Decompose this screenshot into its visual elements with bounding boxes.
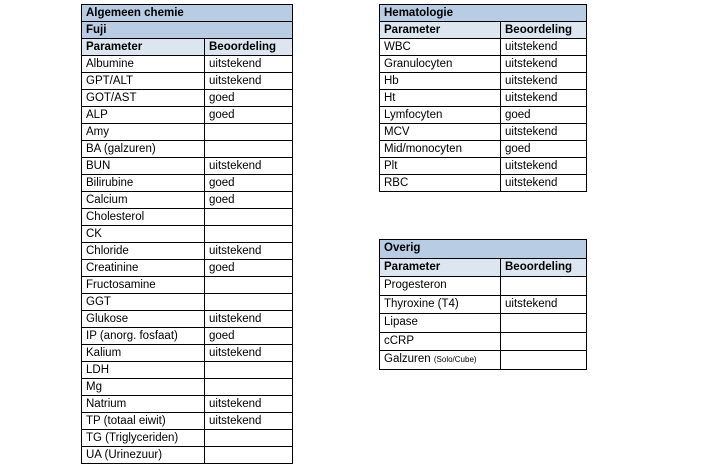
overig-title: Overig [380,240,587,259]
parameter-label: Lymfocyten [384,109,443,121]
parameter-cell [82,90,205,107]
parameter-cell [380,277,501,296]
parameter-cell [380,351,501,370]
beoordeling-cell: goed [205,107,293,124]
parameter-label: Mid/monocyten [384,143,462,155]
parameter-cell [82,345,205,362]
table-row [82,260,293,277]
beoordeling-cell: uitstekend [501,39,587,56]
parameter-cell [82,362,205,379]
table-row [82,90,293,107]
beoordeling-cell: uitstekend [501,175,587,192]
parameter-label: GOT/AST [86,92,137,104]
beoordeling-cell: goed [205,328,293,345]
parameter-label: RBC [384,177,409,189]
parameter-label: Fructosamine [86,279,156,291]
parameter-cell [380,90,501,107]
algemeen-title: Algemeen chemie [82,5,293,22]
table-row [82,396,293,413]
parameter-label: GPT/ALT [86,75,134,87]
table-row [82,73,293,90]
beoordeling-cell [205,430,293,447]
parameter-label: Thyroxine (T4) [384,297,459,310]
beoordeling-cell: uitstekend [205,158,293,175]
table-row [82,277,293,294]
parameter-cell [82,226,205,243]
beoordeling-cell [501,277,587,296]
parameter-label: MCV [384,126,410,138]
parameter-cell [380,158,501,175]
table-row [82,413,293,430]
parameter-cell [82,158,205,175]
beoordeling-cell: uitstekend [501,295,587,314]
beoordeling-cell: uitstekend [501,73,587,90]
parameter-cell [380,56,501,73]
parameter-note: (Solo/Cube) [433,355,477,364]
parameter-cell [82,379,205,396]
table-row [82,107,293,124]
parameter-cell [82,56,205,73]
parameter-cell [82,124,205,141]
beoordeling-cell: uitstekend [205,311,293,328]
table-row [380,56,587,73]
parameter-label: BA (galzuren) [86,143,156,155]
beoordeling-cell [205,294,293,311]
parameter-cell [82,447,205,464]
table-row [82,243,293,260]
algemeen-col-parameter: Parameter [82,39,205,56]
parameter-label: Granulocyten [384,58,453,70]
beoordeling-cell: goed [205,90,293,107]
table-row [82,192,293,209]
hemato-col-parameter: Parameter [380,22,501,39]
parameter-label: Creatinine [86,262,139,274]
beoordeling-cell: uitstekend [501,56,587,73]
beoordeling-cell [205,141,293,158]
beoordeling-cell: goed [205,260,293,277]
parameter-label: Bilirubine [86,177,134,189]
parameter-label: UA (Urinezuur) [86,449,163,461]
table-row [82,56,293,73]
table-row [380,351,587,370]
table-row [82,141,293,158]
parameter-cell [82,192,205,209]
parameter-cell [82,311,205,328]
beoordeling-cell [205,362,293,379]
beoordeling-cell [205,226,293,243]
table-row [380,73,587,90]
parameter-label: WBC [384,41,411,53]
parameter-label: Albumine [86,58,134,70]
parameter-cell [380,332,501,351]
hemato-col-beoordeling: Beoordeling [501,22,587,39]
parameter-cell [82,277,205,294]
parameter-label: TP (totaal eiwit) [86,415,166,427]
table-row [82,345,293,362]
parameter-cell [380,124,501,141]
parameter-label: Lipase [384,316,418,328]
parameter-label: cCRP [384,334,415,347]
parameter-cell [82,73,205,90]
beoordeling-cell: goed [501,107,587,124]
parameter-label: Ht [384,92,396,104]
parameter-cell [82,396,205,413]
parameter-label: LDH [86,364,110,376]
table-row [380,124,587,141]
table-row [380,141,587,158]
table-row [380,277,587,296]
beoordeling-cell: uitstekend [205,396,293,413]
overig-col-parameter: Parameter [380,258,501,277]
beoordeling-cell [501,332,587,351]
parameter-cell [82,328,205,345]
beoordeling-cell: uitstekend [501,124,587,141]
beoordeling-cell: goed [501,141,587,158]
table-row [380,39,587,56]
table-row [82,328,293,345]
parameter-label: Glukose [86,313,129,325]
parameter-cell [82,209,205,226]
hematologie-table [379,4,587,192]
table-row [380,90,587,107]
table-row [82,158,293,175]
parameter-cell [82,294,205,311]
table-row [82,430,293,447]
parameter-cell [82,175,205,192]
table-row [380,175,587,192]
algemeen-col-beoordeling: Beoordeling [205,39,293,56]
parameter-cell [380,295,501,314]
parameter-label: Galzuren [384,353,431,365]
parameter-cell [380,314,501,333]
beoordeling-cell [501,314,587,333]
beoordeling-cell: uitstekend [205,345,293,362]
parameter-cell [82,107,205,124]
parameter-label: Plt [384,160,398,172]
parameter-cell [380,141,501,158]
table-row [380,295,587,314]
parameter-label: ALP [86,109,108,121]
parameter-label: Chloride [86,245,129,257]
table-row [82,362,293,379]
parameter-label: GGT [86,296,111,308]
parameter-label: Amy [86,126,109,138]
parameter-label: BUN [86,160,111,172]
parameter-label: Mg [86,381,102,393]
parameter-label: Calcium [86,194,128,206]
beoordeling-cell [501,351,587,370]
algemeen-subtitle: Fuji [82,22,293,39]
beoordeling-cell: goed [205,175,293,192]
beoordeling-cell: uitstekend [501,158,587,175]
beoordeling-cell [205,124,293,141]
parameter-cell [82,413,205,430]
beoordeling-cell: uitstekend [501,90,587,107]
beoordeling-cell [205,277,293,294]
beoordeling-cell [205,209,293,226]
table-row [82,447,293,464]
table-row [82,175,293,192]
parameter-cell [82,430,205,447]
parameter-label: Progesteron [384,279,447,291]
parameter-cell [380,39,501,56]
table-row [380,314,587,333]
table-row [82,311,293,328]
parameter-label: Kalium [86,347,122,359]
overig-table [379,239,587,370]
table-row [380,107,587,124]
parameter-label: Cholesterol [86,211,145,223]
parameter-label: IP (anorg. fosfaat) [86,330,178,342]
parameter-cell [82,141,205,158]
table-row [82,124,293,141]
parameter-label: Natrium [86,398,127,410]
table-row [82,379,293,396]
table-row [82,209,293,226]
beoordeling-cell: uitstekend [205,56,293,73]
algemeen-chemie-table [81,4,293,464]
table-row [380,332,587,351]
parameter-cell [82,260,205,277]
table-row [82,226,293,243]
beoordeling-cell: goed [205,192,293,209]
parameter-label: TG (Triglyceriden) [86,432,179,444]
beoordeling-cell [205,379,293,396]
beoordeling-cell: uitstekend [205,73,293,90]
parameter-cell [380,107,501,124]
table-row [380,158,587,175]
hemato-title: Hematologie [380,5,587,22]
parameter-cell [380,73,501,90]
parameter-cell [380,175,501,192]
parameter-label: Hb [384,75,399,87]
overig-col-beoordeling: Beoordeling [501,258,587,277]
beoordeling-cell: uitstekend [205,413,293,430]
beoordeling-cell [205,447,293,464]
table-row [82,294,293,311]
parameter-cell [82,243,205,260]
beoordeling-cell: uitstekend [205,243,293,260]
parameter-label: CK [86,228,102,240]
